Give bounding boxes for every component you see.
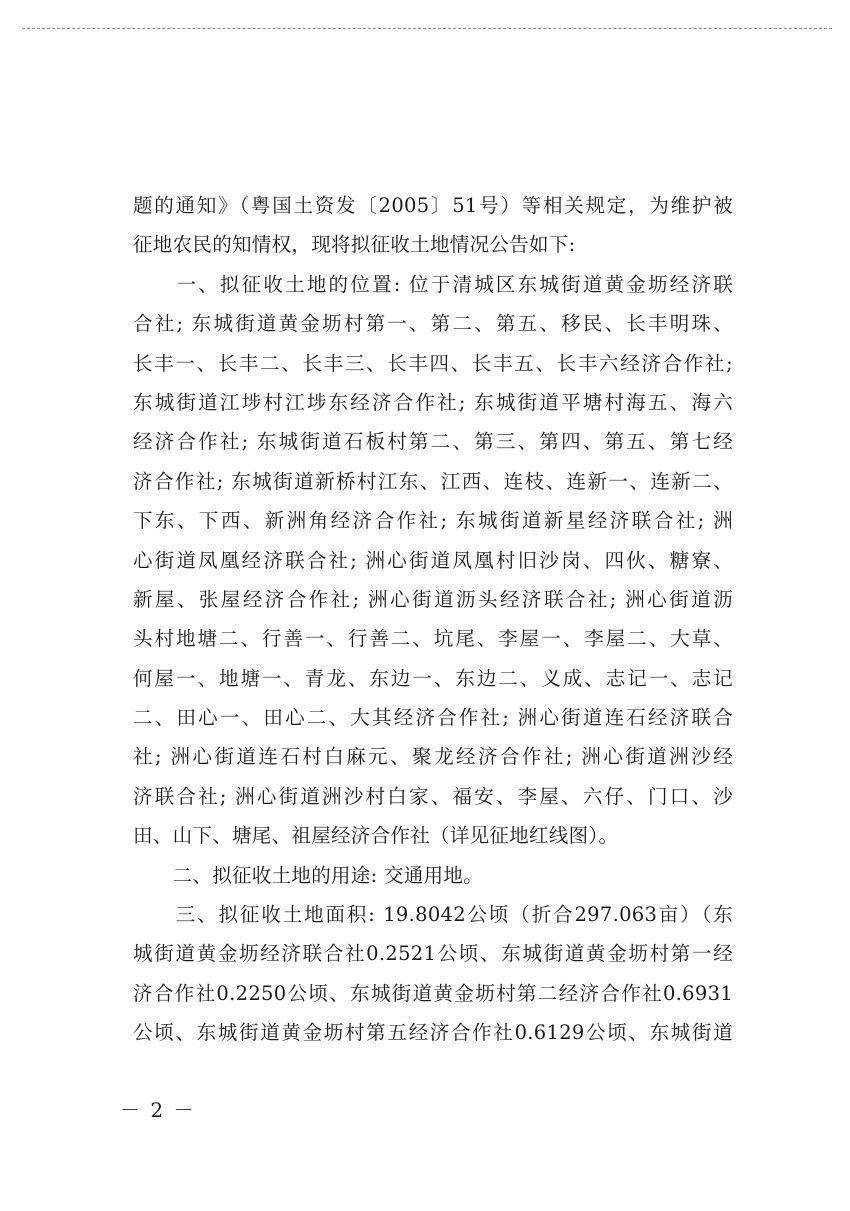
text-line: 社; 洲心街道连石村白麻元、聚龙经济合作社; 洲心街道洲沙经 <box>133 745 733 769</box>
top-rule <box>22 28 832 29</box>
text-line: 三、拟征收土地面积: 19.8042公顷（折合297.063亩）（东 <box>133 903 733 927</box>
text-line: 题的通知》（粤国土资发〔2005〕51号）等相关规定，为维护被 <box>133 194 733 217</box>
text-line: 二、田心一、田心二、大其经济合作社; 洲心街道连石经济联合 <box>133 706 733 730</box>
text-line: 头村地塘二、行善一、行善二、坑尾、李屋一、李屋二、大草、 <box>133 627 733 651</box>
text-line: 公顷、东城街道黄金坜村第五经济合作社0.6129公顷、东城街道 <box>133 1021 733 1045</box>
document-body <box>133 186 733 1053</box>
page-number: － 2 － <box>120 1098 196 1122</box>
text-line: 何屋一、地塘一、青龙、东边一、东边二、义成、志记一、志记 <box>133 666 733 690</box>
text-line: 心街道凤凰经济联合社; 洲心街道凤凰村旧沙岗、四伙、糖寮、 <box>133 548 733 572</box>
text-line: 下东、下西、新洲角经济合作社; 东城街道新星经济联合社; 洲 <box>133 509 733 533</box>
text-line: 东城街道江埗村江埗东经济合作社; 东城街道平塘村海五、海六 <box>133 390 733 414</box>
text-line: 经济合作社; 东城街道石板村第二、第三、第四、第五、第七经 <box>133 430 733 454</box>
text-line: 城街道黄金坜经济联合社0.2521公顷、东城街道黄金坜村第一经 <box>133 942 733 966</box>
text-line: 二、拟征收土地的用途: 交通用地。 <box>133 863 483 887</box>
text-line: 济联合社; 洲心街道洲沙村白家、福安、李屋、六仔、门口、沙 <box>133 784 733 808</box>
text-line: 合社; 东城街道黄金坜村第一、第二、第五、移民、长丰明珠、 <box>133 312 733 336</box>
text-line: 济合作社; 东城街道新桥村江东、江西、连枝、连新一、连新二、 <box>133 469 733 493</box>
text-line: 一、拟征收土地的位置: 位于清城区东城街道黄金坜经济联 <box>133 272 733 296</box>
text-line: 征地农民的知情权，现将拟征收土地情况公告如下: <box>133 233 576 257</box>
text-line: 新屋、张屋经济合作社; 洲心街道沥头经济联合社; 洲心街道沥 <box>133 587 733 611</box>
text-line: 济合作社0.2250公顷、东城街道黄金坜村第二经济合作社0.6931 <box>133 981 733 1005</box>
text-line: 长丰一、长丰二、长丰三、长丰四、长丰五、长丰六经济合作社; <box>133 351 733 375</box>
text-line: 田、山下、塘尾、祖屋经济合作社（详见征地红线图）。 <box>133 824 619 848</box>
